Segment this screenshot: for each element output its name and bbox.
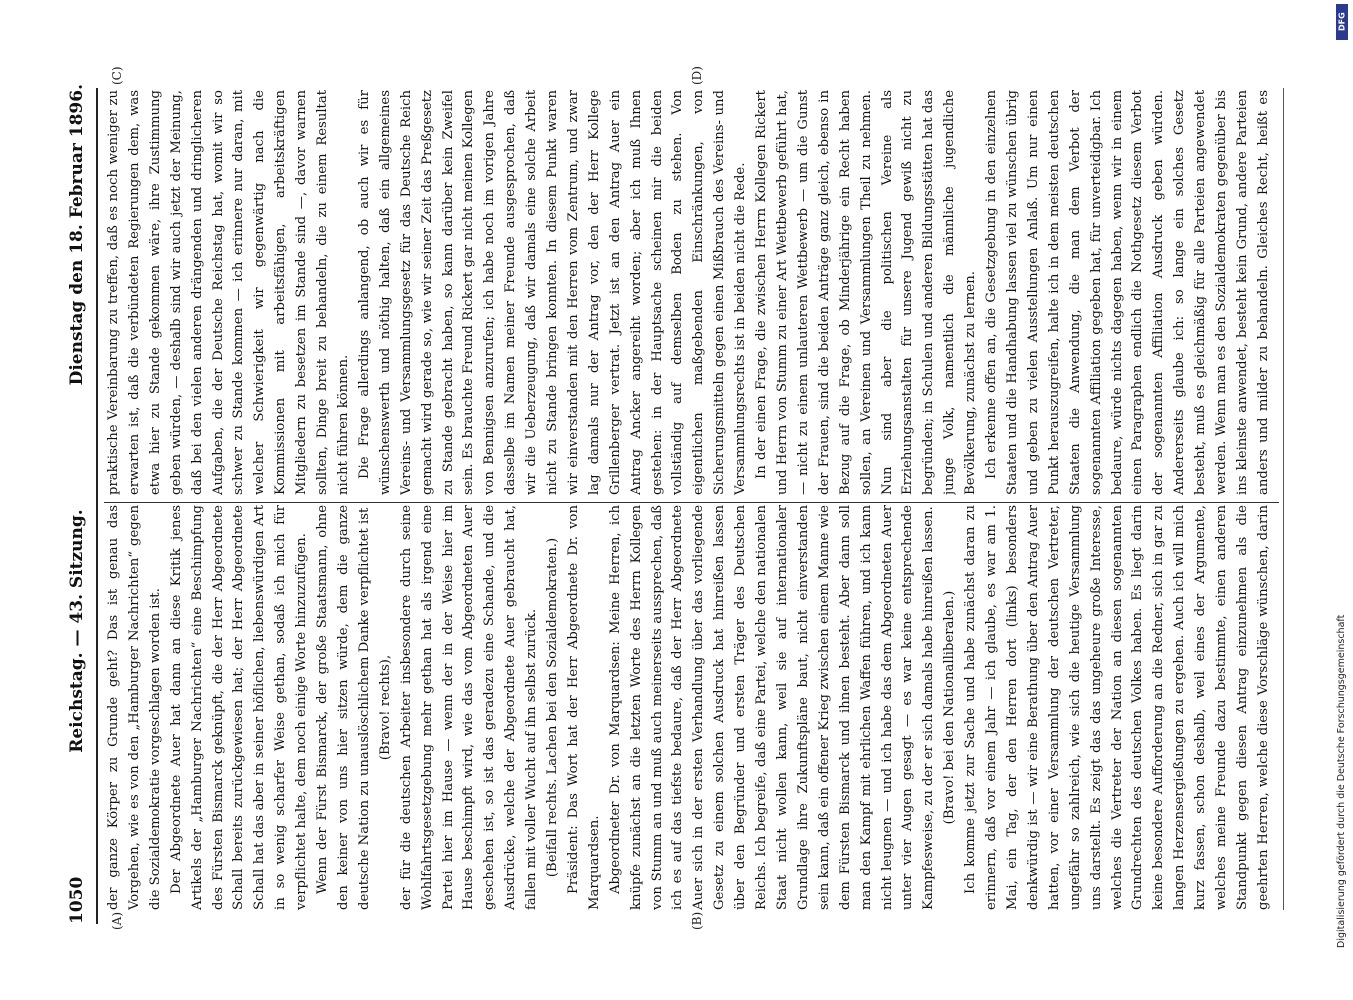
paragraph: (Bravo! bei den Nationalliberalen.) — [942, 590, 958, 825]
paragraph: der für die deutschen Arbeiter insbesondere durch seine Wohlfahrtsgesetzgebung mehr gethan hat als irgend eine Partei hier im Hause — wenn der in der Weise hier im Hause beschimpft wird, wie das vom Abgeordneten Auer geschehen ist, so ist das geradezu eine Schande, und die Ausdrücke, welche der Abgeordnete Auer gebraucht hat, fallen mit voller Wucht auf ihn selbst zurück. — [398, 505, 540, 910]
paragraph: Der Abgeordnete Auer hat dann an diese Kritik jenes Artikels der „Hamburger Nachrichten“ eine Beschimpfung des Fürsten Bismarck geknüpft, die der Herr Abgeordnete Schall bereits zurückgewiesen hat; der Herr Abgeordnete Schall hat das aber in seiner höflichen, liebenswürdigen Art in so wenig scharfer Weise gethan, sodaß ich mich für verpflichtet halte, dem noch einige Worte hinzuzufügen. — [168, 505, 310, 910]
dfg-logo: DFG — [1336, 4, 1348, 40]
page-header — [62, 84, 92, 924]
paragraph: Präsident: Das Wort hat der Herr Abgeordnete Dr. von Marquardsen. — [565, 505, 602, 910]
margin-mark-c: (C) — [110, 66, 124, 85]
paragraph: Ich erkenne offen an, die Gesetzgebung in den einzelnen Staaten und die Handhabung lassen viel zu wünschen übrig und geben zu vielen Ausstellungen Anlaß. Um nur einen Punkt herauszugreifen, halte ich in dem meisten deutschen Staaten die Anwendung, die man dem Verbot der sogenannten Affiliation gegeben hat, für unverteidigbar. Ich bedaure, würde nichts dagegen haben, wenn wir in einem einen Paragraphen endlich die Nothgesetz diesem Verbot der sogenannten Affiliation Ausdruck geben würden. Andererseits glaube ich: so lange ein solches Gesetz besteht, muß es gleichmäßig für alle Parteien angewendet werden. Wenn man es den Sozialdemokraten gegenüber bis ins kleinste anwendet, besteht kein Grund, andere Parteien anders und milder zu behandeln. Gleiches Recht, heißt es — [984, 90, 1271, 495]
session-date: Dienstag den 18. Februar 1896. — [67, 84, 87, 386]
paragraph: Abgeordneter Dr. von Marquardsen: Meine Herren, ich knüpfe zunächst an die letzten Worte des Herrn Kollegen von Stumm an und muß auch meinerseits aussprechen, daß ich es auf das tiefste bedaure, daß der Herr Abgeordnete Auer sich in der ersten Verhandlung über das vorliegende Gesetz zu einem solchen Ausdruck hat hinreißen lassen über den Begründer und ersten Träger des Deutschen Reichs. Ich begreife, daß eine Partei, welche den nationalen Staat nicht wollen kann, weil sie auf internationaler Grundlage ihre Zukunftspläne baut, nicht einverstanden sein kann, daß ein offener Krieg zwischen einem Manne wie dem Fürsten Bismarck und ihnen besteht. Aber dann soll man den Kampf mit ehrlichen Waffen führen, und ich kann nicht leugnen — und ich habe das dem Abgeordneten Auer unter vier Augen gesagt — es war keine entsprechende Kampfesweise, zu der er sich damals habe hinreißen lassen. — [607, 505, 937, 910]
paragraph: Ich komme jetzt zur Sache und habe zunächst daran zu erinnern, daß vor einem Jahr — ich glaube, es war am 1. Mai, ein Tag, der den Herren dort (links) besonders denkwürdig ist — wir eine Berathung über den Antrag Auer hatten, vor einer Versammlung der deutschen Vertreter, ungefähr so zahlreich, wie sich die heutige Versammlung uns darstellt. Es zeigt das das ungeheure große Interesse, welches die Vertreter der Nation an diesen sogenannten Grundrechten des deutschen Volkes haben. Es liegt darin keine besondere Aufforderung an die Redner, sich in gar zu langen Herzensergießungen zu ergehen. Auch ich will mich kurz fassen, schon deshalb, weil eines der Argumente, welches meine Freunde dazu bestimmte, einen anderen Standpunkt gegen diesen Antrag einzunehmen als die geehrten Herren, welche diese Vorschläge wünschen, darin — [963, 505, 1271, 910]
margin-mark-a: (A) — [110, 911, 124, 930]
margin-mark-d: (D) — [690, 66, 704, 85]
left-column — [104, 505, 1274, 910]
column-divider — [104, 502, 1279, 503]
bottom-rule — [1283, 88, 1284, 910]
digitization-credit: Digitalisierung gefördert durch die Deutsche Forschungsgemeinschaft — [1336, 614, 1347, 948]
paragraph: (Bravo! rechts), — [377, 654, 393, 761]
right-column — [104, 90, 1274, 495]
session-title: Reichstag. — 43. Sitzung. — [67, 509, 87, 753]
margin-mark-b: (B) — [690, 911, 704, 930]
paragraph: Wenn der Fürst Bismarck, der große Staatsmann, ohne den keiner von uns hier sitzen würde, dem die ganze deutsche Nation zu unauslöschlichem Danke verpflichtet ist — [315, 505, 372, 910]
paragraph: der ganze Körper zu Grunde geht? Das ist genau das Vorgehen, wie es von den „Hamburger Nachrichten“ gegen die Sozialdemokratie vorgeschlagen worden ist. — [106, 505, 163, 910]
paragraph: Die Frage allerdings anlangend, ob auch wir es für wünschenswerth und nöthig halten, daß ein allgemeines Vereins- und Versammlungsgesetz für das Deutsche Reich gemacht wird gerade so, wie wir seiner Zeit das Preßgesetz zu Stande gebracht haben, so kann darüber kein Zweifel sein. Es brauchte Freund Rickert gar nicht meinen Kollegen von Bennigsen anzurufen; ich habe noch im vorigen Jahre dasselbe im Namen meiner Freunde ausgesprochen, daß wir die Ueberzeugung, daß wir damals eine solche Arbeit nicht zu Stande bringen konnten. In diesem Punkt waren wir einverstanden mit den Herren vom Zentrum, und zwar lag damals nur der Antrag vor, den der Herr Kollege Grillenberger vertrat. Jetzt ist an den Antrag Auer ein Antrag Ancker angereiht worden; aber ich muß Ihnen gestehen: in der Hauptsache scheinen mir die beiden vollständig auf demselben Boden zu stehen. Von eigentlichen maßgebenden Einschränkungen, von Sicherungsmitteln gegen einen Mißbrauch des Vereins- und Versammlungsrechts ist in beiden nicht die Rede. — [356, 90, 749, 495]
page-number: 1050 — [67, 876, 87, 924]
header-rule — [96, 88, 98, 924]
paragraph: praktische Vereinbarung zu treffen, daß es noch weniger zu erwarten ist, daß die verbündeten Regierungen dem, was etwa hier zu Stande gekommen wäre, ihre Zustimmung geben würden, — deshalb sind wir auch jetzt der Meinung, daß bei den vielen anderen drängenden und dringlicheren Aufgaben, die der Deutsche Reichstag hat, womit wir so schwer zu Stande kommen — ich erinnere nur daran, mit welcher Schwierigkeit wir gegenwärtig nach die Kommissionen mit arbeitsfähigen, arbeitskräftigen Mitgliedern zu besetzen im Stande sind —, davor warnen sollten, Dinge breit zu behandeln, die zu einem Resultat nicht führen können. — [106, 90, 351, 495]
paragraph: In der einen Frage, die zwischen Herrn Kollegen Rickert und Herrn von Stumm zu einer Art Wettbewerb geführt hat, — nicht zu einem unlauteren Wettbewerb — um die Gunst der Frauen, sind die beiden Anträge ganz gleich, ebenso in Bezug auf die Frage, ob Minderjährige ein Recht haben sollen, an Vereinen und Versammlungen Theil zu nehmen. Nun sind aber die politischen Vereine als Erziehungsanstalten für unsere Jugend gewiß nicht zu begründen; in Schulen und anderen Bildungsstätten hat das junge Volk, namentlich die männliche jugendliche Bevölkerung, zunächst zu lernen. — [754, 90, 979, 495]
paragraph: (Beifall rechts. Lachen bei den Sozialdemokraten.) — [545, 537, 561, 878]
